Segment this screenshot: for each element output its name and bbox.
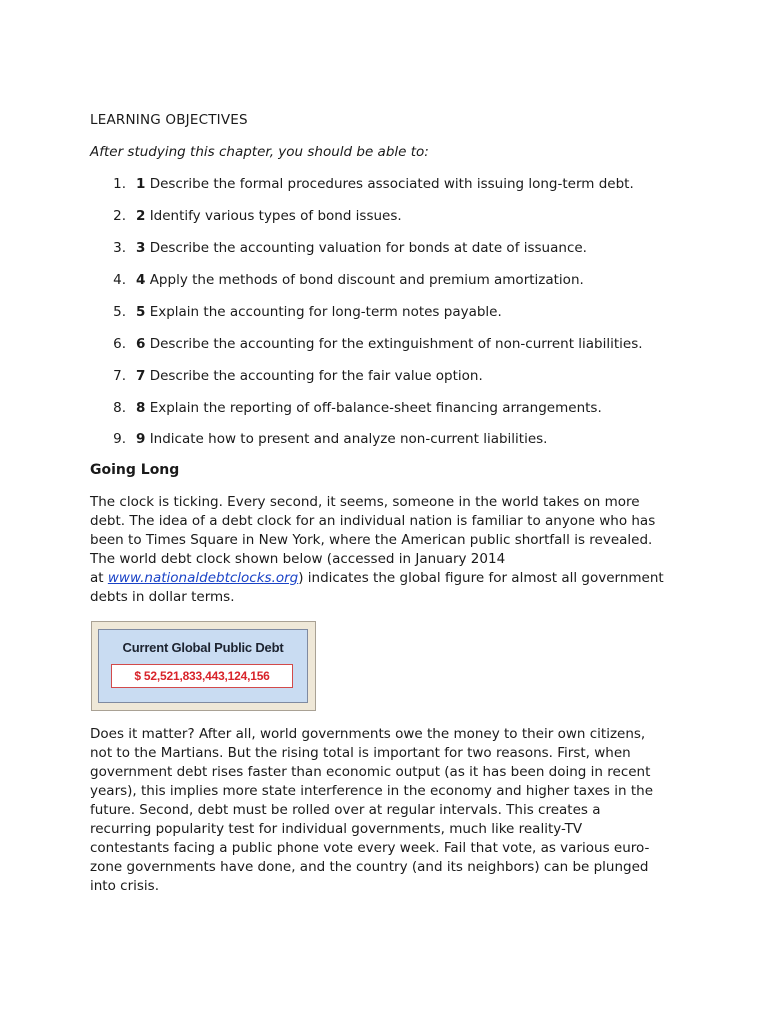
debt-clock-figure: [91, 621, 316, 711]
paragraph-line: been to Times Square in New York, where the American public shortfall is revealed.: [90, 532, 653, 548]
list-marker: 6.: [113, 336, 126, 352]
objective-text: [136, 271, 584, 289]
paragraph-line: Does it matter? After all, world governments owe the money to their own citizens,: [90, 726, 646, 742]
body-paragraph: [90, 725, 690, 896]
paragraph-line: years), this implies more state interference in the economy and higher taxes in the: [90, 783, 653, 799]
objective-number: 3: [136, 240, 146, 256]
list-marker: 5.: [113, 304, 126, 320]
objective-description: Describe the accounting for the fair value option.: [145, 368, 483, 384]
objective-number: 5: [136, 304, 146, 320]
list-marker: 4.: [113, 272, 126, 288]
list-marker: 9.: [113, 431, 126, 447]
debt-clock-panel: [98, 629, 308, 703]
list-marker: 8.: [113, 400, 126, 416]
objective-text: [136, 335, 643, 353]
paragraph-line: not to the Martians. But the rising total is important for two reasons. First, when: [90, 745, 631, 761]
objectives-intro: After studying this chapter, you should be able to:: [90, 144, 429, 160]
objective-text: [136, 239, 587, 257]
paragraph-line: future. Second, debt must be rolled over at regular intervals. This creates a: [90, 802, 601, 818]
objective-description: Describe the formal procedures associated with issuing long-term debt.: [145, 176, 634, 192]
paragraph-line: debts in dollar terms.: [90, 589, 235, 605]
objective-number: 4: [136, 272, 146, 288]
link-suffix: ) indicates the global figure for almost all government: [298, 570, 664, 586]
paragraph-line: recurring popularity test for individual governments, much like reality-TV: [90, 821, 583, 837]
paragraph-line: contestants facing a public phone vote every week. Fail that vote, as various euro-: [90, 840, 650, 856]
debt-clock-display: [111, 664, 293, 688]
debt-clock-title: Current Global Public Debt: [122, 640, 284, 655]
learning-objectives-heading: LEARNING OBJECTIVES: [90, 112, 248, 128]
objective-text: [136, 207, 402, 225]
objective-number: 1: [136, 176, 146, 192]
objective-description: Explain the reporting of off-balance-sheet financing arrangements.: [145, 400, 602, 416]
paragraph-line: debt. The idea of a debt clock for an individual nation is familiar to anyone who has: [90, 513, 656, 529]
objective-description: Explain the accounting for long-term notes payable.: [145, 304, 502, 320]
objective-number: 8: [136, 400, 146, 416]
list-marker: 1.: [113, 176, 126, 192]
objective-text: [136, 430, 547, 448]
objective-description: Indicate how to present and analyze non-current liabilities.: [145, 431, 548, 447]
going-long-heading: Going Long: [90, 462, 180, 478]
intro-paragraph: [90, 493, 690, 607]
link-prefix: at: [90, 570, 108, 586]
objective-description: Apply the methods of bond discount and premium amortization.: [145, 272, 584, 288]
objective-description: Describe the accounting valuation for bonds at date of issuance.: [145, 240, 587, 256]
objective-text: [136, 367, 483, 385]
paragraph-line: zone governments have done, and the country (and its neighbors) can be plunged: [90, 859, 649, 875]
debt-clock-link[interactable]: www.nationaldebtclocks.org: [107, 570, 299, 586]
objective-text: [136, 303, 502, 321]
paragraph-line: The clock is ticking. Every second, it seems, someone in the world takes on more: [90, 494, 640, 510]
objective-text: [136, 399, 602, 417]
objective-text: [136, 175, 634, 193]
list-marker: 3.: [113, 240, 126, 256]
objective-number: 6: [136, 336, 146, 352]
objective-number: 7: [136, 368, 146, 384]
paragraph-line: into crisis.: [90, 878, 159, 894]
objective-number: 2: [136, 208, 146, 224]
objective-description: Identify various types of bond issues.: [145, 208, 402, 224]
debt-clock-value: $ 52,521,833,443,124,156: [134, 669, 270, 683]
objective-number: 9: [136, 431, 146, 447]
list-marker: 2.: [113, 208, 126, 224]
paragraph-line: government debt rises faster than economic output (as it has been doing in recent: [90, 764, 651, 780]
paragraph-line: [90, 569, 690, 588]
list-marker: 7.: [113, 368, 126, 384]
paragraph-line: The world debt clock shown below (accessed in January 2014: [90, 551, 506, 567]
objective-description: Describe the accounting for the extinguishment of non-current liabilities.: [145, 336, 643, 352]
